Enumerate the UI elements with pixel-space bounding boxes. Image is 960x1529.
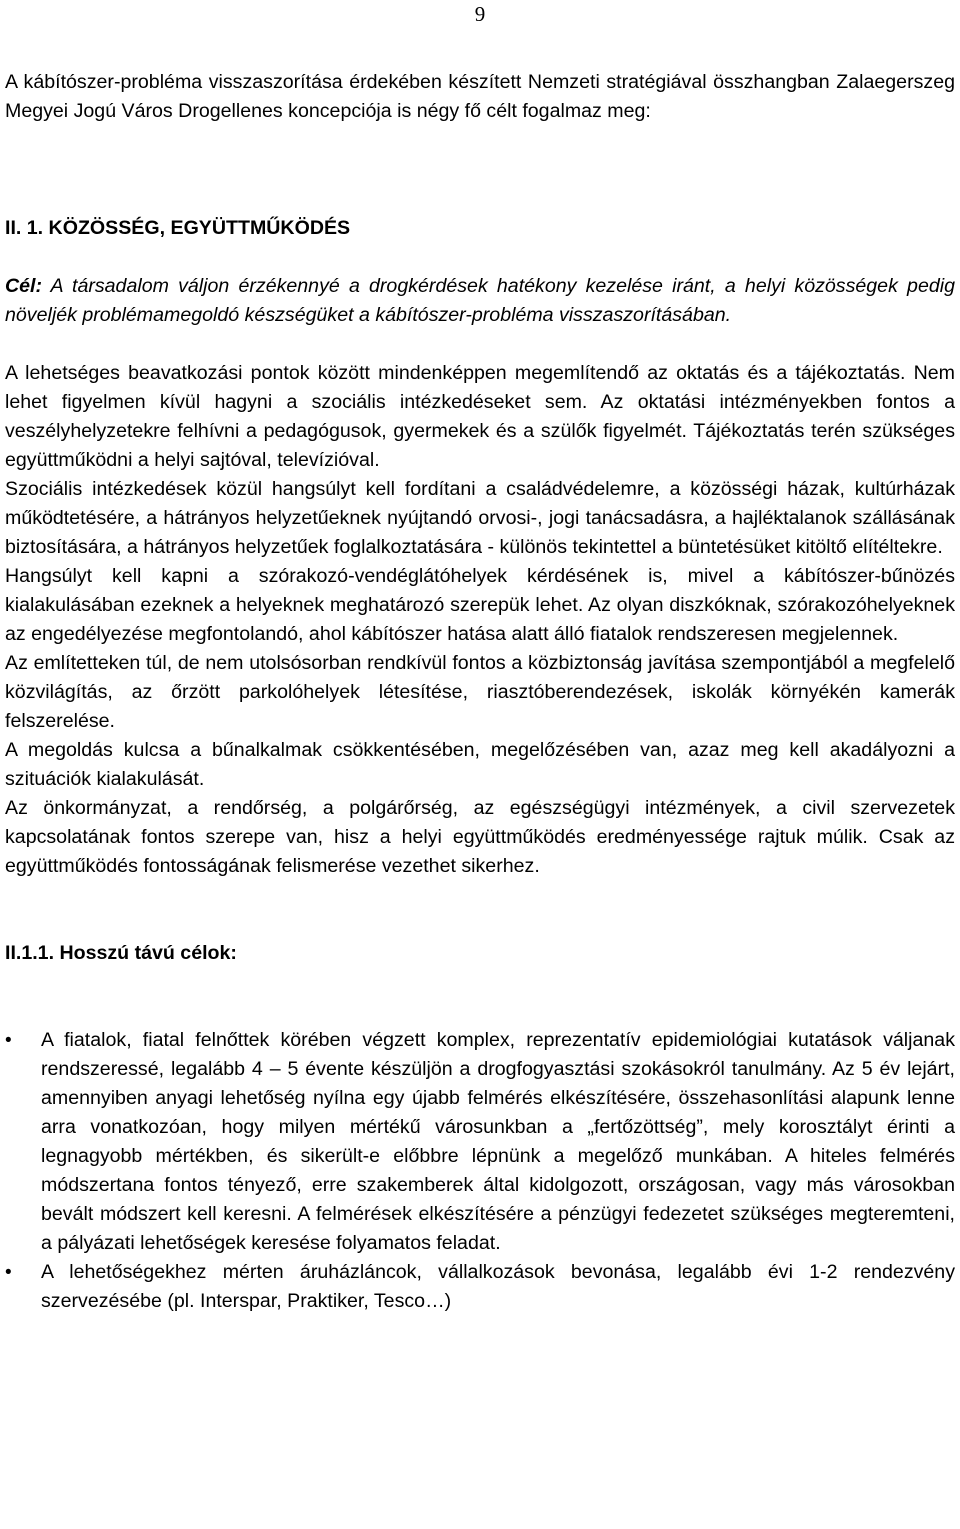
- list-item-text: A lehetőségekhez mérten áruházláncok, vállalkozások bevonása, legalább évi 1-2 rendezvény szervezésébe (pl. Interspar, Praktiker, Tesco…): [41, 1261, 955, 1312]
- section-heading: II. 1. KÖZÖSSÉG, EGYÜTTMŰKÖDÉS: [5, 217, 351, 239]
- body-paragraph: Az önkormányzat, a rendőrség, a polgárőrség, az egészségügyi intézmények, a civil szervezetek kapcsolatának fontos szerepe van, hisz a helyi együttműködés eredményessége rajtuk múlik. Csak az együttműködés fontosságának felismerése vezethet sikerhez.: [5, 797, 955, 877]
- list-item: [5, 1258, 955, 1316]
- page-number-text: 9: [474, 2, 486, 26]
- spacer: [5, 126, 955, 214]
- body-paragraph: A megoldás kulcsa a bűnalkalmak csökkentésében, megelőzésében van, azaz meg kell akadályozni a szituációk kialakulását.: [5, 739, 955, 790]
- bullet-icon: •: [5, 1262, 12, 1283]
- page-number: [0, 2, 956, 26]
- body-paragraph: Hangsúlyt kell kapni a szórakozó-vendéglátóhelyek kérdésének is, mivel a kábítószer-bűnözés kialakulásában ezeknek a helyeknek meghatározó szerepük lehet. Az olyan diszkóknak, szórakozóhelyeknek az engedélyezése megfontolandó, ahol kábítószer hatása alatt álló fiatalok rendszeresen megjelennek.: [5, 565, 955, 645]
- goal-statement: [5, 272, 955, 330]
- list-item-text: A fiatalok, fiatal felnőttek körében végzett komplex, reprezentatív epidemiológiai kutatások váljanak rendszeressé, legalább 4 – 5 évente készüljön a drogfogyasztási szokásokról tanulmány. Az 5 év lejárt, amennyiben anyagi lehetőség nyílna egy újabb felmérés elkészítésére, összehasonlítási alapunk lenne arra vonatkozóan, hogy milyen mértékű városunkban a „fertőzöttség”, mely korosztályt érinti a legnagyobb mértékben, és sikerült-e előbbre lépnünk a megelőző munkában. A hiteles felmérés módszertana fontos tényező, erre szakemberek által kidolgozott, országosan, vagy más városokban bevált módszert kell keresni. A felmérések elkészítésére a pénzügyi fedezetet szükséges megteremteni, a pályázati lehetőségek keresése folyamatos feladat.: [41, 1029, 955, 1254]
- body-paragraph: A lehetséges beavatkozási pontok között mindenképpen megemlítendő az oktatás és a tájékoztatás. Nem lehet figyelmen kívül hagyni a szociális intézkedéseket sem. Az oktatási intézményekben fontos a veszélyhelyzetekre felhívni a pedagógusok, gyermekek és a szülők figyelmét. Tájékoztatás terén szükséges együttműködni a helyi sajtóval, televízióval.: [5, 362, 955, 471]
- spacer: [5, 330, 955, 359]
- long-term-goals-list: [5, 1026, 955, 1316]
- spacer: [5, 243, 955, 272]
- document-body: [5, 68, 955, 1316]
- bullet-icon: •: [5, 1030, 12, 1051]
- spacer: [5, 968, 955, 1026]
- goal-label: Cél:: [5, 275, 43, 297]
- body-paragraph: Szociális intézkedések közül hangsúlyt kell fordítani a családvédelemre, a közösségi házak, kultúrházak működtetésére, a hátrányos helyzetűeknek nyújtandó orvosi-, jogi tanácsadásra, a hajléktalanok szállásának biztosítására, a hátrányos helyzetűek foglalkoztatására - különös tekintettel a büntetésüket kitöltő elítéltekre.: [5, 478, 955, 558]
- subsection-heading: II.1.1. Hosszú távú célok:: [5, 942, 237, 964]
- intro-paragraph: A kábítószer-probléma visszaszorítása érdekében készített Nemzeti stratégiával összhangban Zalaegerszeg Megyei Jogú Város Drogellenes koncepciója is négy fő célt fogalmaz meg:: [5, 71, 955, 122]
- body-paragraph: Az említetteken túl, de nem utolsósorban rendkívül fontos a közbiztonság javítása szempontjából a megfelelő közvilágítás, az őrzött parkolóhelyek létesítése, riasztóberendezések, iskolák környékén kamerák felszerelése.: [5, 652, 955, 732]
- goal-text: A társadalom váljon érzékennyé a drogkérdések hatékony kezelése iránt, a helyi közösségek pedig növeljék problémamegoldó készségüket a kábítószer-probléma visszaszorításában.: [5, 275, 955, 326]
- list-item: [5, 1026, 955, 1258]
- spacer: [5, 881, 955, 939]
